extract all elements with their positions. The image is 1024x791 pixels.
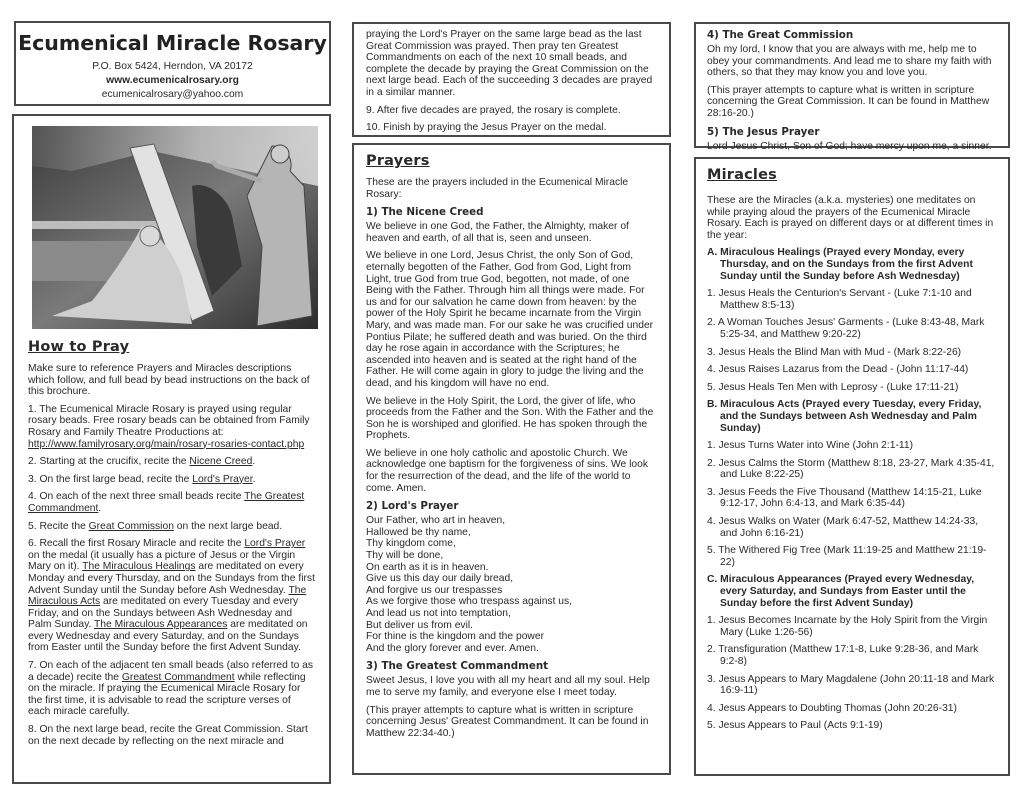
miracles-panel	[694, 157, 1010, 776]
miracle-item: 4. Jesus Walks on Water (Mark 6:47-52, Matthew 14:24-33, and John 6:16-21)	[707, 516, 979, 539]
step-8: 8. On the next large bead, recite the Great Commission. Start on the next decade by reflecting on the next miracle and	[28, 724, 308, 747]
lords-prayer-title: 2) Lord's Prayer	[366, 500, 459, 513]
how-to-pray-intro: Make sure to reference Prayers and Miracles descriptions which follow, and full bead by bead instructions on the back of this brochure.	[28, 363, 310, 398]
great-commission-note: (This prayer attempts to capture what is written in scripture concerning the Great Commission. It can be found in Matthew 28:16-20.)	[707, 84, 990, 119]
how-to-pray-heading: How to Pray	[28, 339, 130, 355]
miracle-item: 4. Jesus Raises Lazarus from the Dead - (John 11:17-44)	[707, 364, 969, 376]
raising-of-lazarus-illustration	[32, 126, 318, 329]
prayers-intro: These are the prayers included in the Ecumenical Miracle Rosary:	[366, 177, 629, 200]
step-3	[28, 474, 315, 486]
family-rosary-link[interactable]: http://www.familyrosary.org/main/rosary-rosaries-contact.php	[28, 438, 305, 450]
step-4-text: 4. On each of the next three small beads recite	[28, 491, 245, 503]
step-4	[28, 491, 315, 514]
step-1	[28, 404, 315, 450]
nicene-creed-paragraph: We believe in the Holy Spirit, the Lord, the giver of life, who proceeds from the Father and the Son. With the Father and the Son he is worshiped and glorified. He has spoken through the Prophets.	[366, 395, 654, 442]
step-5	[28, 521, 315, 533]
miracle-item: 3. Jesus Heals the Blind Man with Mud - (Mark 8:22-26)	[707, 346, 962, 358]
lords-prayer-line: For thine is the kingdom and the power	[366, 631, 545, 643]
greatest-commandment-text: Sweet Jesus, I love you with all my heart and all my soul. Help me to serve my family, and everyone else I meet today.	[366, 675, 650, 698]
nicene-creed-link[interactable]: Nicene Creed	[189, 456, 253, 468]
miracle-item: 5. The Withered Fig Tree (Mark 11:19-25 and Matthew 21:19-22)	[707, 545, 987, 568]
miracle-item: 2. A Woman Touches Jesus' Garments - (Luke 8:43-48, Mark 5:25-34, and Matthew 9:20-22)	[707, 317, 985, 340]
lords-prayer-line: And the glory forever and ever. Amen.	[366, 642, 539, 654]
greatest-commandment-link-2[interactable]: Greatest Commandment	[121, 671, 235, 683]
miracle-item: 2. Jesus Calms the Storm (Matthew 8:18, 23-27, Mark 4:35-41, and Luke 8:22-25)	[707, 457, 995, 481]
prayers-continued-panel	[694, 22, 1010, 152]
lords-prayer-line: Hallowed be thy name,	[366, 526, 471, 538]
step-2-end: .	[252, 456, 256, 468]
miracle-item: 5. Jesus Appears to Paul (Acts 9:1-19)	[707, 720, 883, 732]
step-6-text-b: on the medal (it usually has a picture of Jesus or the Virgin Mary on it).	[28, 549, 296, 573]
miracle-item: 5. Jesus Heals Ten Men with Leprosy - (Luke 17:11-21)	[707, 381, 959, 393]
how-to-pray-panel	[12, 114, 331, 784]
postal-address: P.O. Box 5424, Herndon, VA 20172	[92, 61, 253, 72]
prayers-heading: Prayers	[366, 153, 430, 169]
how-to-pray-continued-panel	[352, 22, 671, 137]
step-9: 9. After five decades are prayed, the rosary is complete.	[366, 104, 621, 116]
miracle-item: 1. Jesus Becomes Incarnate by the Holy Spirit from the Virgin Mary (Luke 1:26-56)	[707, 615, 988, 638]
step-2	[28, 456, 315, 468]
website-text[interactable]: www.ecumenicalrosary.org	[106, 75, 239, 86]
step-4-end: .	[98, 502, 102, 514]
lords-prayer-line: Thy will be done,	[366, 550, 444, 562]
lords-prayer-line: On earth as it is in heaven.	[366, 561, 489, 573]
greatest-commandment-title: 3) The Greatest Commandment	[366, 660, 549, 673]
jesus-prayer-title: 5) The Jesus Prayer	[707, 125, 820, 138]
miraculous-appearances-link[interactable]: The Miraculous Appearances	[94, 619, 228, 631]
lords-prayer-line: As we forgive those who trespass against us,	[366, 596, 573, 608]
prayers-panel	[352, 143, 671, 775]
miracle-item: 3. Jesus Feeds the Five Thousand (Matthew 14:15-21, Luke 9:12-17, John 6:4-13, and Mark 6:35-44)	[707, 486, 982, 510]
lords-prayer-line: But deliver us from evil.	[366, 619, 474, 631]
step-6-text-a: 6. Recall the first Rosary Miracle and recite the	[28, 538, 245, 550]
step-2-text: 2. Starting at the crucifix, recite the	[28, 456, 190, 468]
lords-prayer-link[interactable]: Lord's Prayer	[192, 473, 253, 485]
miraculous-acts-link[interactable]: The Miraculous Acts	[28, 584, 307, 608]
art-jesus-head	[271, 145, 289, 163]
nicene-creed-paragraph: We believe in one God, the Father, the Almighty, maker of heaven and earth, of all that is, seen and unseen.	[366, 221, 629, 244]
miraculous-healings-link[interactable]: The Miraculous Healings	[82, 561, 196, 573]
step-6-text-e: are meditated on every Wednesday and every Saturday, and on the Sundays from Easter until the Sunday before the first Advent Sunday.	[28, 619, 308, 654]
step-7-text-a: 7. On each of the adjacent ten small beads (also referred to as a decade) recite the	[28, 660, 314, 683]
email-text[interactable]: ecumenicalrosary@yahoo.com	[101, 89, 244, 100]
miracle-category-healings: A. Miraculous Healings (Prayed every Monday, every Thursday, and on the Sundays from the first Advent Sunday until the Sunday before Ash Wednesday)	[707, 247, 973, 282]
greatest-commandment-note: (This prayer attempts to capture what is written in scripture concerning Jesus' Greatest Commandment. It can be found in Matthew 22:34-40.)	[366, 704, 649, 739]
lords-prayer-line: And lead us not into temptation,	[366, 608, 511, 619]
lords-prayer-lines	[366, 515, 657, 654]
jesus-prayer-text: Lord Jesus Christ, Son of God; have mercy upon me, a sinner.	[707, 140, 992, 152]
miracle-category-appearances: C. Miraculous Appearances (Prayed every Wednesday, every Saturday, and Sundays from Easter until the Sunday before the first Advent Sunday)	[707, 574, 975, 609]
lords-prayer-line: And forgive us our trespasses	[366, 584, 503, 596]
art-lazarus-head	[140, 226, 160, 246]
miracle-item: 1. Jesus Heals the Centurion's Servant - (Luke 7:1-10 and Matthew 8:5-13)	[707, 288, 972, 311]
miracle-item: 1. Jesus Turns Water into Wine (John 2:1-11)	[707, 440, 914, 452]
lords-prayer-line: Give us this day our daily bread,	[366, 573, 514, 585]
brochure-title: Ecumenical Miracle Rosary	[18, 31, 327, 55]
great-commission-link[interactable]: Great Commission	[88, 520, 174, 532]
miracle-item: 2. Transfiguration (Matthew 17:1-8, Luke 9:28-36, and Mark 9:2-8)	[707, 644, 979, 667]
step-3-text: 3. On the first large bead, recite the	[28, 473, 193, 485]
lords-prayer-line: Thy kingdom come,	[366, 538, 456, 550]
lords-prayer-line: Our Father, who art in heaven,	[366, 515, 506, 527]
step-7	[28, 660, 315, 718]
lords-prayer-link-2[interactable]: Lord's Prayer	[244, 538, 306, 550]
nicene-creed-title: 1) The Nicene Creed	[366, 206, 484, 219]
step-8-continued: praying the Lord's Prayer on the same large bead as the last Great Commission was prayed. Then pray ten Greatest Commandments on each of the next 10 small beads, and complete the decade by praying the Great Commission on the next large bead. Each of the succeeding 3 decades are prayed in a similar manner.	[366, 29, 653, 98]
nicene-creed-paragraph: We believe in one holy catholic and apostolic Church. We acknowledge one baptism for the forgiveness of sins. We look for the resurrection of the dead, and the life of the world to come. Amen.	[366, 447, 648, 494]
miracle-item: 3. Jesus Appears to Mary Magdalene (John 20:11-18 and Mark 16:9-11)	[707, 673, 995, 697]
great-commission-title: 4) The Great Commission	[707, 29, 854, 41]
step-6	[28, 538, 315, 654]
step-1-text: 1. The Ecumenical Miracle Rosary is prayed using regular rosary beads. Free rosary beads can be obtained from Family Rosary and Family Theatre Productions at:	[28, 403, 310, 438]
step-10: 10. Finish by praying the Jesus Prayer on the medal.	[366, 122, 607, 134]
miracles-intro: These are the Miracles (a.k.a. mysteries) one meditates on while praying aloud the prayers of the Ecumenical Miracle Rosary. Each is prayed on different days or at different times in the year:	[707, 195, 994, 241]
step-5-text: 5. Recite the	[28, 520, 89, 532]
step-3-end: .	[252, 473, 256, 485]
step-6-text-d: are meditated on every Tuesday and every Friday, and on the Sundays between Ash Wednesday and Palm Sunday.	[28, 596, 299, 631]
title-box	[14, 21, 331, 106]
nicene-creed-paragraph: We believe in one Lord, Jesus Christ, the only Son of God, eternally begotten of the Father, God from God, Light from Light, true God from true God, begotten, not made, of one Being with the Father. Through him all things were made. For us and for our salvation he came down from heaven: by the power of the Holy Spirit he became incarnate from the Virgin Mary, and was made man. For our sake he was crucified under Pontius Pilate; he suffered death and was buried. On the third day he rose again in accordance with the Scriptures; he ascended into heaven and is seated at the right hand of the Father. He will come again in glory to judge the living and the dead, and his kingdom will have no end.	[366, 250, 654, 389]
miracles-heading: Miracles	[707, 167, 777, 183]
great-commission-text: Oh my lord, I know that you are always with me, help me to obey your commandments. And lead me to share my faith with others, so that they may know you and love you.	[707, 44, 992, 79]
miracle-category-acts: B. Miraculous Acts (Prayed every Tuesday, every Friday, and the Sundays between Ash Wednesday and Palm Sunday)	[707, 399, 982, 434]
miracle-item: 4. Jesus Appears to Doubting Thomas (John 20:26-31)	[707, 702, 957, 714]
step-5-end: on the next large bead.	[173, 520, 283, 532]
greatest-commandment-link[interactable]: The Greatest Commandment	[28, 491, 305, 514]
step-7-text-b: while reflecting on the miracle. If praying the Ecumenical Miracle Rosary for the first time, it is advisable to read the scripture verses of each miracle carefully.	[28, 671, 306, 718]
step-6-text-c: are meditated on every Monday and every Thursday, and on the Sundays from the first Advent Sunday until the Sunday before Ash Wednesday.	[28, 561, 315, 596]
